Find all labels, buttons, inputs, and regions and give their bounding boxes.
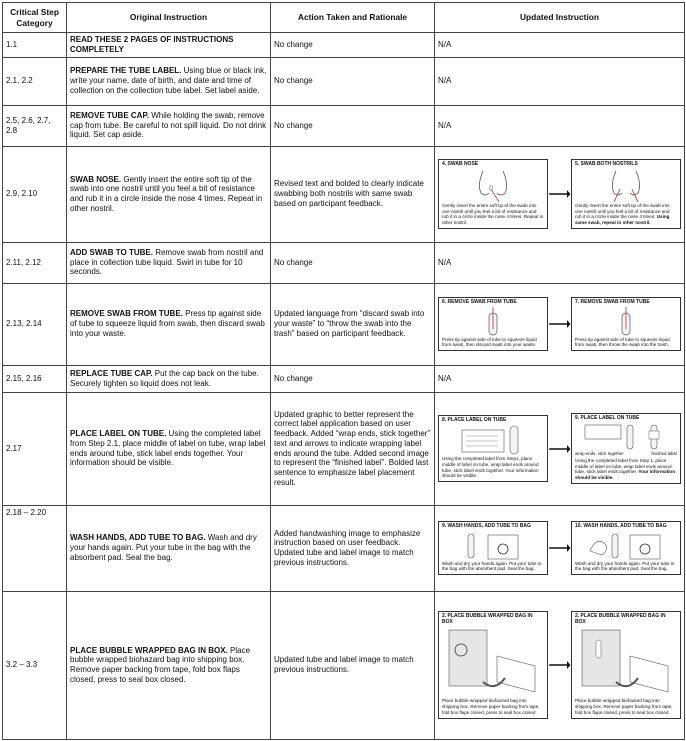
panel-text: Gently insert the entire soft tip of the swab into one nostril until you feel a bit of resistance and rub it in a circle inside the nose 4 times. Repeat in other nostril. (442, 202, 544, 225)
instruction-panel-after (571, 297, 681, 351)
original-cell (67, 283, 271, 365)
updated-cell (435, 283, 685, 365)
table-row (3, 242, 685, 283)
original-text: Remove swab from nostril and place in collection tube liquid. Swirl in tube for 10 seconds. (70, 247, 264, 277)
updated-cell (435, 146, 685, 242)
instruction-panel-before (438, 611, 548, 718)
table-row (3, 146, 685, 242)
original-text: Using the completed label from Step 2.1, place middle of label on tube, wrap label ends around tube, stick label ends together. Your information should be visible. (70, 429, 266, 468)
label-illustration (458, 424, 528, 456)
original-title: REPLACE TUBE CAP. (70, 368, 153, 378)
table-row (3, 505, 685, 591)
step-cell: 2.13, 2.14 (3, 283, 67, 365)
instruction-panel-after (571, 521, 681, 575)
table-row (3, 57, 685, 105)
updated-cell (435, 392, 685, 505)
table-row (3, 105, 685, 146)
instruction-panel-after (571, 413, 681, 484)
original-title: WASH HANDS, ADD TUBE TO BAG. (70, 533, 206, 543)
original-text: Put the cap back on the tube. Securely tighten so liquid does not leak. (70, 368, 259, 388)
header-action-taken: Action Taken and Rationale (271, 3, 435, 33)
updated-cell: N/A (435, 105, 685, 146)
action-cell: No change (271, 105, 435, 146)
arrow-icon (548, 444, 571, 454)
original-cell (67, 365, 271, 392)
both-nostrils-illustration (596, 169, 656, 203)
panel-text: Press tip against side of tube to squeeze liquid from swab, then throw the swab into the trash. (575, 336, 670, 348)
instruction-panel-before (438, 415, 548, 482)
box-bag-illustration (443, 626, 543, 698)
panel-text: Using the completed label from Step1, place middle of label on tube, wrap label ends around tube, stick label ends together. Your information should be visible. (442, 456, 539, 479)
updated-cell: N/A (435, 365, 685, 392)
panel-title: 8. PLACE LABEL ON TUBE (442, 416, 507, 423)
tube-bag-illustration (458, 531, 528, 561)
original-title: REMOVE TUBE CAP. (70, 110, 149, 120)
panel-text: Press tip against side of tube to squeeze liquid from swab, then discard swab into your waste. (442, 336, 537, 348)
action-cell: No change (271, 242, 435, 283)
panel-text: Gently insert the entire soft tip of the swab into one nostril until you feel a bit of resistance and rub it in a circle inside the nose 4 times. (575, 202, 670, 220)
original-cell (67, 105, 271, 146)
step-cell: 2.17 (3, 392, 67, 505)
instruction-comparison-table (2, 2, 685, 740)
action-cell: No change (271, 365, 435, 392)
action-cell: Updated language from “discard swab into your waste” to “throw the swab into the trash” based on participant feedback. (271, 283, 435, 365)
panel-text: Wash and dry your hands again. Put your tube in the bag with the absorbent pad. Seal the bag. (575, 560, 675, 572)
instruction-panel-before (438, 159, 548, 228)
action-cell: Added handwashing image to emphasize instruction based on user feedback. Updated tube and label image to match previous instructions. (271, 505, 435, 591)
step-cell: 2.18 – 2.20 (3, 505, 67, 591)
step-cell: 3.2 – 3.3 (3, 591, 67, 739)
handwash-bag-illustration (586, 531, 666, 561)
updated-cell: N/A (435, 33, 685, 58)
panel-title: 9. WASH HANDS, ADD TUBE TO BAG (442, 523, 531, 530)
step-cell: 2.11, 2.12 (3, 242, 67, 283)
original-cell (67, 591, 271, 739)
original-title: PLACE BUBBLE WRAPPED BAG IN BOX. (70, 645, 228, 655)
panel-bold-text: Your information should be visible. (575, 469, 676, 481)
panel-title: 2. PLACE BUBBLE WRAPPED BAG IN BOX (442, 613, 533, 625)
original-title: PREPARE THE TUBE LABEL. (70, 66, 182, 76)
panel-text: Wash and dry your hands again. Put your tube in the bag with the absorbent pad. Seal the bag. (442, 560, 542, 572)
header-row (3, 3, 685, 33)
original-cell (67, 57, 271, 105)
updated-cell: N/A (435, 242, 685, 283)
panel-title: 7. REMOVE SWAB FROM TUBE (575, 299, 650, 306)
table-row (3, 365, 685, 392)
panel-text: Place bubble wrapped biohazard bag into shipping box. Remove paper backing from tape, fold box flaps closed, press to seal box closed. (442, 698, 540, 715)
arrow-icon (548, 660, 571, 670)
panel-text: Using the completed label from Step 1, place middle of label on tube, wrap label ends around tube, stick label ends together. (575, 457, 672, 475)
original-title: READ THESE 2 PAGES OF INSTRUCTIONS COMPLETELY (70, 35, 234, 54)
action-cell: Updated graphic to better represent the correct label application based on user feedback. Added “wrap ends, stick together” text and arrows to indicate wrapping label ends around the tube. Added second image to represent the “finished label”. Bolded last sentence to emphasize label placement result. (271, 392, 435, 505)
original-title: REMOVE SWAB FROM TUBE. (70, 309, 183, 319)
tube-swab-illustration (478, 307, 508, 337)
panel-title: 6. REMOVE SWAB FROM TUBE (442, 299, 517, 306)
panel-title: 5. SWAB BOTH NOSTRILS (575, 161, 638, 168)
table-row (3, 392, 685, 505)
table-row (3, 591, 685, 739)
panel-title: 10. WASH HANDS, ADD TUBE TO BAG (575, 523, 667, 530)
box-bag-illustration (576, 626, 676, 698)
action-cell: Revised text and bolded to clearly indicate swabbing both nostrils with same swab based on participant feedback. (271, 146, 435, 242)
table-row (3, 283, 685, 365)
original-title: ADD SWAB TO TUBE. (70, 247, 153, 257)
original-text: Using blue or black ink, write your name, date of birth, and date and time of collection on the collection tube label. Set label aside. (70, 66, 267, 95)
original-text: Wash and dry your hands again. Put your tube in the bag with the absorbent pad. Seal the bag. (70, 533, 257, 562)
original-text: Place bubble wrapped biohazard bag into shipping box. Remove paper backing from tape, fold box flaps closed, press to seal box closed. (70, 645, 251, 684)
original-cell (67, 33, 271, 58)
panel-text: Place bubble wrapped biohazard bag into shipping box. Remove paper backing from tape, fold box flaps closed, press to seal box closed. (575, 698, 673, 715)
updated-cell (435, 505, 685, 591)
header-original-instruction: Original Instruction (67, 3, 271, 33)
label-wrap-illustration (581, 423, 671, 453)
arrow-icon (548, 543, 571, 553)
action-cell: No change (271, 57, 435, 105)
finished-label-caption: finished label (651, 450, 677, 456)
instruction-panel-after (571, 159, 681, 228)
label-caption-row (575, 451, 677, 456)
action-cell: Updated tube and label image to match previous instructions. (271, 591, 435, 739)
panel-title: 4. SWAB NOSE (442, 161, 479, 168)
updated-cell: N/A (435, 57, 685, 105)
arrow-icon (548, 189, 571, 199)
wrap-ends-caption: wrap ends, stick together (575, 450, 624, 456)
step-cell: 1.1 (3, 33, 67, 58)
instruction-panel-before (438, 297, 548, 351)
original-title: SWAB NOSE. (70, 174, 122, 184)
tube-swab-illustration (611, 307, 641, 337)
header-updated-instruction: Updated Instruction (435, 3, 685, 33)
instruction-panel-before (438, 521, 548, 575)
instruction-panel-after (571, 611, 681, 718)
original-text: Press tip against side of tube to squeeze liquid from swab, then discard swab into your waste. (70, 309, 265, 338)
step-cell: 2.15, 2.16 (3, 365, 67, 392)
original-cell (67, 392, 271, 505)
step-cell: 2.5, 2.6, 2.7, 2.8 (3, 105, 67, 146)
panel-title: 9. PLACE LABEL ON TUBE (575, 415, 640, 422)
original-text: While holding the swab, remove cap from tube. Be careful to not spill liquid. Do not drink liquid. Set cap aside. (70, 110, 267, 140)
step-cell: 2.9, 2.10 (3, 146, 67, 242)
original-cell (67, 505, 271, 591)
header-critical-step: Critical Step Category (3, 3, 67, 33)
original-title: PLACE LABEL ON TUBE. (70, 429, 167, 438)
action-cell: No change (271, 33, 435, 58)
nose-swab-illustration (463, 169, 523, 203)
updated-cell (435, 591, 685, 739)
original-cell (67, 146, 271, 242)
original-text: Gently insert the entire soft tip of the swab into one nostril until you feel a bit of resistance and rub it in a circle inside the nose 4 times. Repeat in other nostril. (70, 174, 263, 213)
panel-title: 2. PLACE BUBBLE WRAPPED BAG IN BOX (575, 613, 666, 625)
arrow-icon (548, 319, 571, 329)
panel-bold-text: Using same swab, repeat in other nostril. (575, 214, 670, 225)
table-row (3, 33, 685, 58)
original-cell (67, 242, 271, 283)
step-cell: 2.1, 2.2 (3, 57, 67, 105)
